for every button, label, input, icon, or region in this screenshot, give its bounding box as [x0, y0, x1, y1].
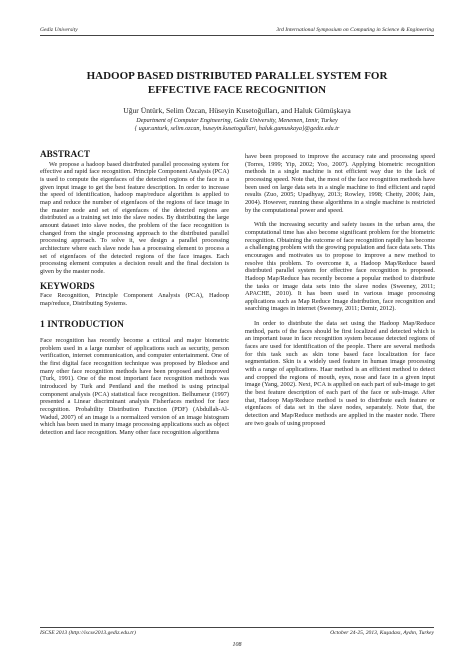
affiliation-block: [40, 117, 434, 133]
left-column: [40, 151, 229, 437]
footer-right: October 24-25, 2013, Kuşadası, Aydın, Turkey: [330, 630, 434, 636]
right-paragraph-2: With the increasing security and safety issues in the urban area, the computational time has also become significant problem for the biometric recognition. Obtaining the outcome of face recognition rapidly has become a challenging problem with the growing population and face data sets. This encourages and motivates us to propose to improve a new method to resolve this problem. To overcome it, a Hadoop Map/Reduce based distributed parallel system for effective face recognition is proposed. Hadoop Map/Reduce has recently become a popular method to distribute the tasks or image data sets into the slave nodes (Sweeney, 2011; APACHE, 2010). It has been used in various image processing applications such as Map Reduce Image distribution, face recognition and searching images in internet (Sweeney, 2011; Demir, 2012).: [245, 221, 435, 313]
right-column: [245, 153, 435, 427]
introduction-heading: 1 INTRODUCTION: [40, 319, 124, 331]
page-number: 108: [232, 642, 242, 648]
header-left: Gediz University: [40, 27, 78, 33]
paper-title: [40, 70, 434, 97]
title-line-1: HADOOP BASED DISTRIBUTED PARALLEL SYSTEM FOR: [86, 70, 388, 82]
keywords-text: Face Recognition, Principle Component Analysis (PCA), Hadoop map/reduce, Distributing Systems.: [40, 292, 229, 307]
author-emails: { ugur.unturk, selim.ozcan, huseyin.kusetogullari, haluk.gumuskaya}@gediz.edu.tr: [134, 125, 340, 132]
right-paragraph-1: have been proposed to improve the accuracy rate and processing speed (Torres, 1999; Yip, 2002; Yoo, 2007). Applying biometric recognition methods in a single machine is not efficient way due to the lack of processing speed. Note that, the most of the face recognition methods have been used on large data sets in a single machine to find efficient and rapid results (Zuo, 2005; Upadhyay, 2013; Rowley, 1998; Chetty, 2006; Jain, 2004). However, running these algorithms in a single machine is restricted by the computational power and speed.: [245, 153, 435, 214]
right-paragraph-3: In order to distribute the data set using the Hadoop Map/Reduce method, parts of the faces should be first localized and detected which is an important issue in face recognition system because detected regions of faces are used for identification of the people. There are several methods for this task such as skin tone based face localization for face segmentation. Skin is a widely used feature in human image processing with a range of applications. Haar method is an efficient method to detect and cropped the regions of mouth, eyes, nose and face in a given input image (Yang, 2002). Next, PCA is applied on each part of sub-image to get the best feature description of each part of the face or sub-image. After that, Hadoop Map/Reduce method is used to distribute each feature or eigenfaces of data set in the slave nodes, separately. Note that, the detection and Map/Reduce methods are applied in the master node. There are two goals of using proposed: [245, 320, 435, 427]
author-list: Uğur Üntürk, Selim Özcan, Hüseyin Kusetoğulları, and Haluk Gümüşkaya: [123, 106, 351, 115]
header-right: 3rd International Symposium on Computing in Science & Engineering: [276, 27, 434, 33]
abstract-heading: ABSTRACT: [40, 149, 91, 159]
abstract-text: We propose a hadoop based distributed parallel processing system for effective and rapid face recognition. Principle Component Analysis (PCA) is used to compute the eigenfaces of the detected regions of the face in a given input image to get the best feature description. In order to increase the speed of identification, hadoop map/reduce algorithm is applied to map and reduce the number of eigenfaces of the regions of face image in the master node and set of eigenfaces of the detected regions are distributed as a training set into the slave nodes. By distributing the large amount dataset into slave nodes, the problem of the face recognition is changed from the single processing approach to the distributed parallel processing approach. To solve it, we design a parallel processing architecture where each slave node has a processing element to process a set of eigenfaces of the detected regions of the face images. Each processing element computes a decision result and the final decision is given by the master node.: [40, 160, 229, 275]
affiliation: Department of Computer Engineering, Gediz University, Menemen, Izmir, Turkey: [136, 117, 338, 124]
introduction-paragraph-1: Face recognition has recently become a critical and major biometric problem used in a large number of applications such as security, person verification, internet communication, and computer entertainment. One of the first digital face recognition technique was proposed by Bledsoe and many other face recognition methods have been proposed and improved (Turk, 1991). One of the most important face recognition methods was introduced by Turk and Pentland and the method is using principal component analysis (PCA) statistical face recognition. Belhumeur (1997) presented a Linear discriminant analysis Fisherfaces method for face recognition. Probability Distribution Function (PDF) (Abdullah-Al-Wadud, 2007) of an image is a normalized version of an image histogram which has been used in many image processing applications such as object detection and face recognition. Many other face recognition algorithms: [40, 337, 229, 436]
running-header: [40, 27, 434, 36]
keywords-heading: KEYWORDS: [40, 280, 95, 291]
footer-left: ISCSE 2013 (http://iscse2013.gediz.edu.tr): [40, 630, 136, 636]
title-line-2: EFFECTIVE FACE RECOGNITION: [147, 83, 327, 96]
running-footer: [40, 627, 434, 636]
